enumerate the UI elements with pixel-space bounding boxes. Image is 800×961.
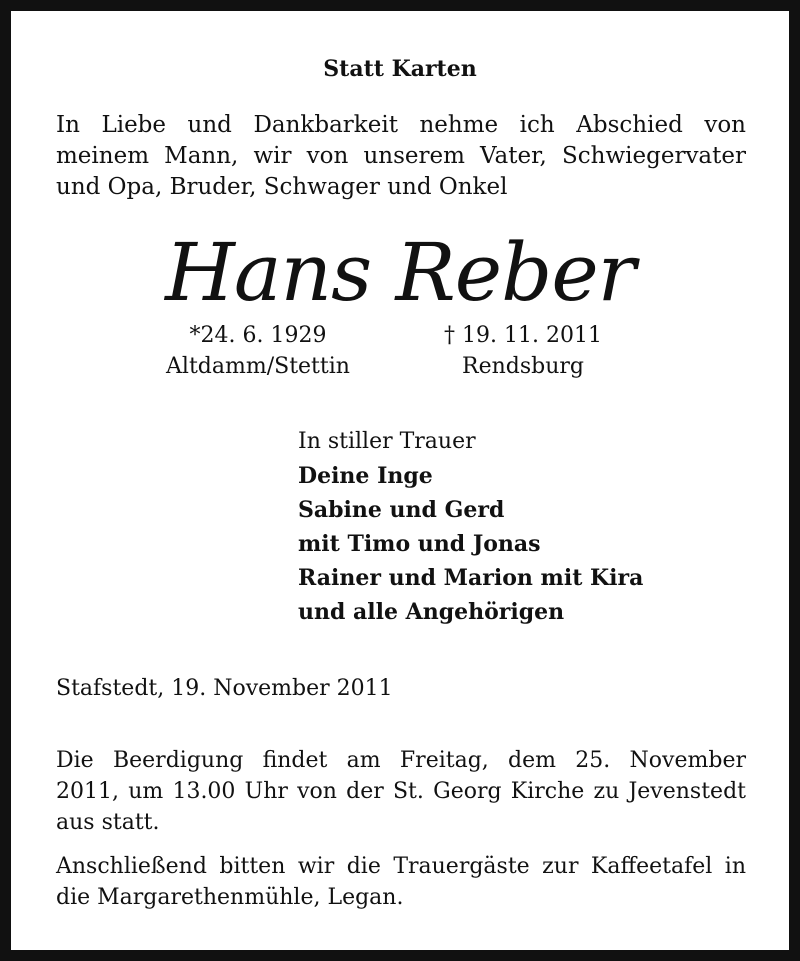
- death-date: † 19. 11. 2011: [444, 323, 602, 348]
- mourner-line: Deine Inge: [298, 463, 433, 489]
- death-place: Rendsburg: [462, 354, 584, 379]
- funeral-text: [56, 745, 746, 838]
- deceased-name: Hans Reber: [165, 226, 635, 319]
- mourner-line: Sabine und Gerd: [298, 497, 505, 523]
- funeral-line: aus statt.: [56, 810, 160, 835]
- coffee-text: [56, 851, 746, 913]
- mourning-intro: In stiller Trauer: [298, 429, 476, 454]
- place-date: Stafstedt, 19. November 2011: [56, 676, 393, 701]
- death-info: [393, 320, 653, 382]
- intro-text: [56, 110, 746, 203]
- mourner-line: mit Timo und Jonas: [298, 531, 541, 557]
- coffee-line: Anschließend bitten wir die Trauergäste zur Kaffeetafel in: [56, 854, 746, 879]
- birth-info: [128, 320, 388, 382]
- mourners-block: [298, 425, 643, 629]
- funeral-line: Die Beerdigung findet am Freitag, dem 25. November: [56, 748, 746, 773]
- intro-line: und Opa, Bruder, Schwager und Onkel: [56, 174, 508, 200]
- mourner-line: Rainer und Marion mit Kira: [298, 565, 644, 591]
- funeral-line: 2011, um 13.00 Uhr von der St. Georg Kirche zu Jevenstedt: [56, 779, 746, 804]
- intro-line: meinem Mann, wir von unserem Vater, Schwiegervater: [56, 143, 746, 169]
- notice-header: Statt Karten: [323, 56, 477, 82]
- birth-date: *24. 6. 1929: [189, 323, 327, 348]
- birth-place: Altdamm/Stettin: [166, 354, 350, 379]
- mourner-line: und alle Angehörigen: [298, 599, 565, 625]
- coffee-line: die Margarethenmühle, Legan.: [56, 885, 404, 910]
- intro-line: In Liebe und Dankbarkeit nehme ich Abschied von: [56, 112, 746, 138]
